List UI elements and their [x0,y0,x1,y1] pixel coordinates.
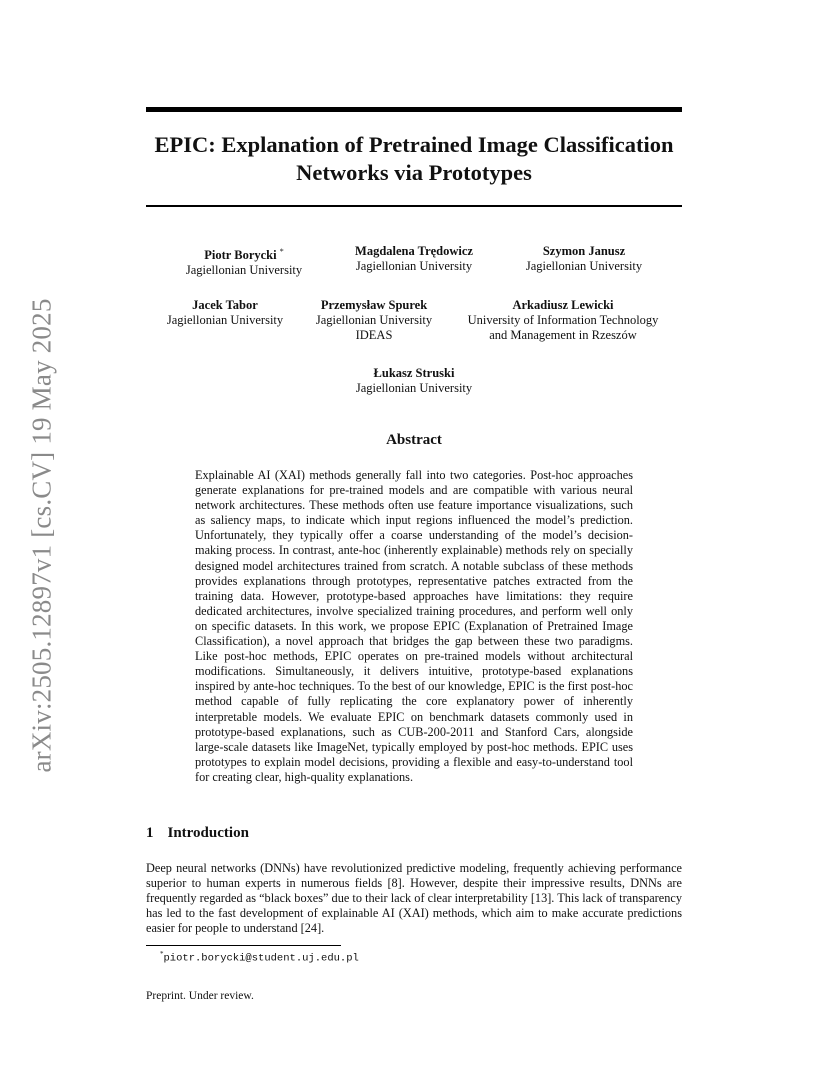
abstract-text: Explainable AI (XAI) methods generally fall into two categories. Post-hoc approaches generate explanations for pre-trained models and are compatible with various neural network architectures. These methods often use feature importance visualizations, such as saliency maps, to indicate which input regions influenced the model’s prediction. Unfortunately, they typically offer a coarse understanding of the model’s decision-making process. In contrast, ante-hoc (inherently explainable) methods rely on specially designed model architectures trained from scratch. A notable subclass of these methods provides explanations through prototypes, representative patches extracted from the training data. However, prototype-based approaches have limitations: they require dedicated architectures, involve specialized training procedures, and perform well only on specific datasets. In this work, we propose EPIC (Explanation of Pretrained Image Classification), a novel approach that bridges the gap between these two paradigms. Like post-hoc methods, EPIC operates on pre-trained models without architectural modifications. Simultaneously, it delivers intuitive, prototype-based explanations inspired by ante-hoc techniques. To the best of our knowledge, EPIC is the first post-hoc method capable of fully replicating the core explanatory power of inherently interpretable models. We evaluate EPIC on benchmark datasets commonly used in prototype-based explanations, such as CUB-200-2011 and Stanford Cars, alongside large-scale datasets like ImageNet, typically employed by post-hoc methods. EPIC uses prototypes to explain model decisions, providing a flexible and easy-to-understand tool for creating clear, high-quality explanations. [195,468,633,784]
author-affiliation: Jagiellonian University [185,263,303,278]
author-block [504,244,664,274]
title-top-rule [146,107,682,112]
footnote [160,950,359,965]
arxiv-stamp-text: arXiv:2505.12897v1 [cs.CV] 19 May 2025 [26,297,57,773]
author-block [150,298,300,328]
author-affiliation: University of Information Technology [467,313,659,327]
author-affiliation: Jagiellonian University [355,381,473,395]
author-affiliation: Jagiellonian University [315,313,433,327]
abstract-heading: Abstract [386,432,442,448]
author-affiliation-2: IDEAS [355,328,393,342]
author-name: Magdalena Trędowicz [355,244,473,258]
section-title: Introduction [167,825,249,841]
author-block [166,244,322,278]
title-bottom-rule [146,205,682,207]
author-affiliation: Jagiellonian University [525,259,643,273]
footnote-rule [146,945,341,946]
author-affiliation: Jagiellonian University [166,313,284,327]
section-heading [146,825,249,842]
paper-title: EPIC: Explanation of Pretrained Image Classification Networks via Prototypes [154,132,674,185]
author-block [334,366,494,396]
author-name: Piotr Borycki * [204,247,284,263]
footnote-email: piotr.borycki@student.uj.edu.pl [163,952,359,965]
author-name: Jacek Tabor [192,298,258,312]
footnote-marker: * [160,950,164,958]
author-block [334,244,494,274]
author-affiliation-2: and Management in Rzeszów [489,328,637,342]
section-number: 1 [146,825,154,841]
introduction-text: Deep neural networks (DNNs) have revolutionized predictive modeling, frequently achieving performance superior to human experts in numerous fields [8]. However, despite their impressive results, DNNs are frequently regarded as “black boxes” due to their lack of clear interpretability [13]. This lack of transparency has led to the fast development of explainable AI (XAI) methods, which aim to make accurate predictions easier for people to understand [24]. [146,861,682,936]
preprint-note: Preprint. Under review. [146,990,254,1002]
author-name: Arkadiusz Lewicki [512,298,614,312]
author-name: Łukasz Struski [373,366,455,380]
author-block [300,298,448,343]
author-name: Szymon Janusz [542,244,626,258]
author-block [452,298,674,343]
author-name: Przemysław Spurek [320,298,428,312]
author-affiliation: Jagiellonian University [355,259,473,273]
arxiv-stamp [20,295,64,775]
